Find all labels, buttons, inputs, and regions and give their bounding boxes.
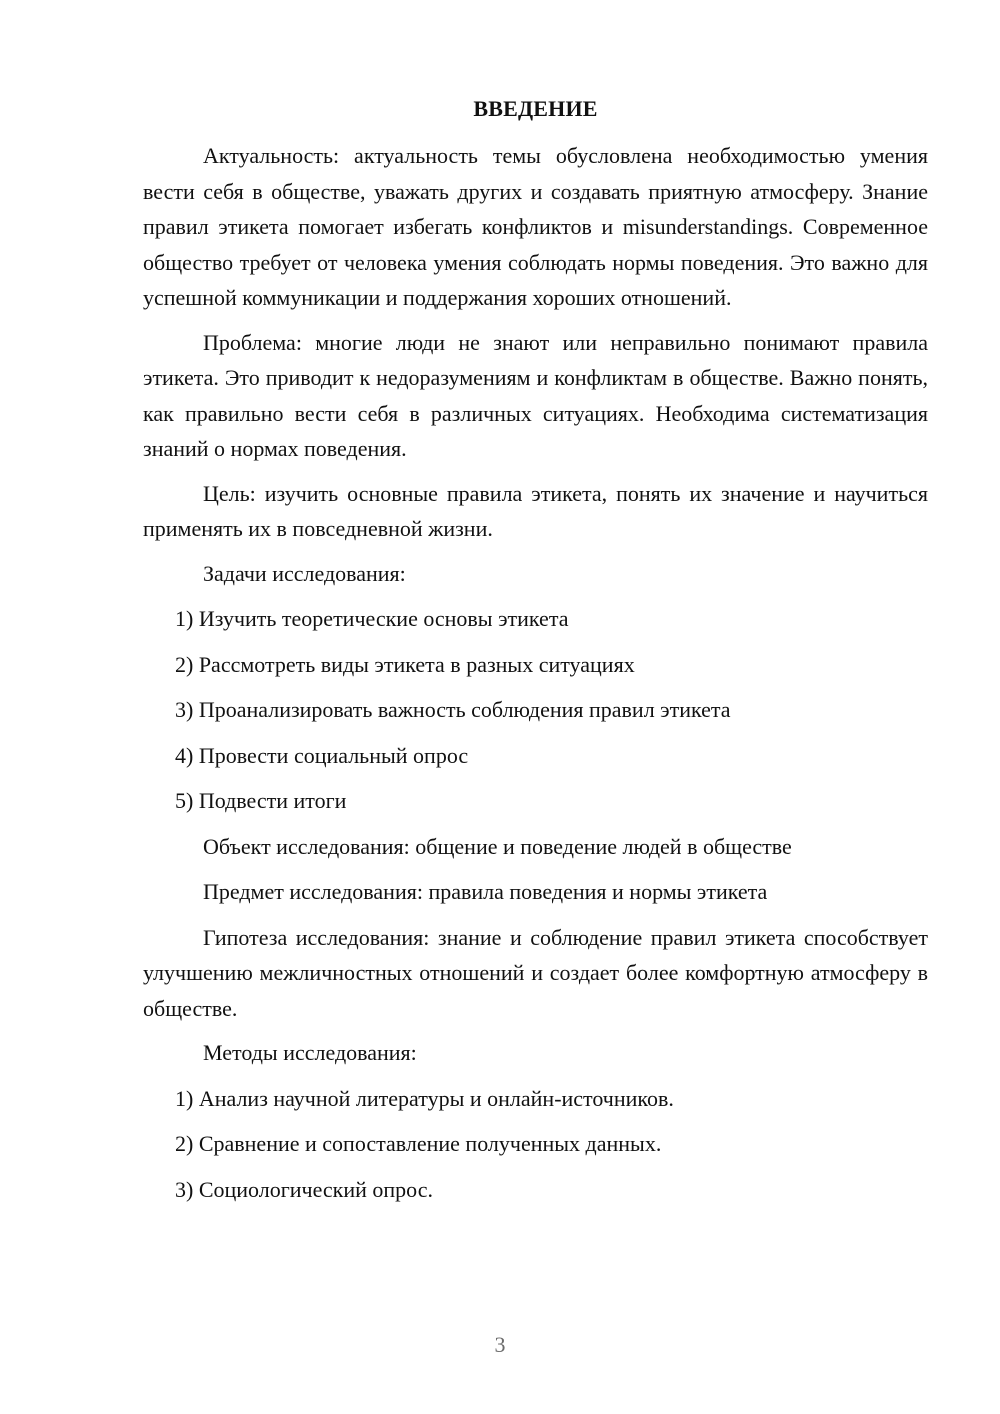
task-item-4: 4) Провести социальный опрос <box>175 742 469 768</box>
problem-paragraph: Проблема: многие люди не знают или неправильно понимают правила этикета. Это приводит к недоразумениям и конфликтам в обществе. Важно понять, как правильно вести себя в различных ситуациях. Необходима систематизация знаний о нормах поведения. <box>143 329 928 461</box>
task-item-5: 5) Подвести итоги <box>175 788 347 813</box>
task-item-3: 3) Проанализировать важность соблюдения правил этикета <box>175 697 731 722</box>
hypothesis-paragraph: Гипотеза исследования: знание и соблюдение правил этикета способствует улучшению межличностных отношений и создает более комфортную атмосферу в обществе. <box>143 924 928 1021</box>
page-title: ВВЕДЕНИЕ <box>473 96 598 121</box>
document-page <box>143 94 928 1217</box>
method-item-2: 2) Сравнение и сопоставление полученных данных. <box>175 1131 662 1156</box>
task-item-2: 2) Рассмотреть виды этикета в разных ситуациях <box>175 651 635 677</box>
goal-paragraph: Цель: изучить основные правила этикета, понять их значение и научиться применять их в повседневной жизни. <box>143 480 928 541</box>
page-number: 3 <box>494 1332 506 1357</box>
relevance-paragraph: Актуальность: актуальность темы обусловлена необходимостью умения вести себя в обществе, уважать других и создавать приятную атмосферу. Знание правил этикета помогает избегать конфликтов и misunderstandings. Современное общество требует от человека умения соблюдать нормы поведения. Это важно для успешной коммуникации и поддержания хороших отношений. <box>143 143 928 310</box>
method-item-1: 1) Анализ научной литературы и онлайн-источников. <box>175 1085 674 1111</box>
methods-heading: Методы исследования: <box>203 1040 417 1065</box>
tasks-heading: Задачи исследования: <box>203 560 406 586</box>
task-item-1: 1) Изучить теоретические основы этикета <box>175 606 569 631</box>
object-line: Объект исследования: общение и поведение людей в обществе <box>203 833 792 859</box>
subject-line: Предмет исследования: правила поведения и нормы этикета <box>203 879 768 904</box>
method-item-3: 3) Социологический опрос. <box>175 1176 433 1202</box>
